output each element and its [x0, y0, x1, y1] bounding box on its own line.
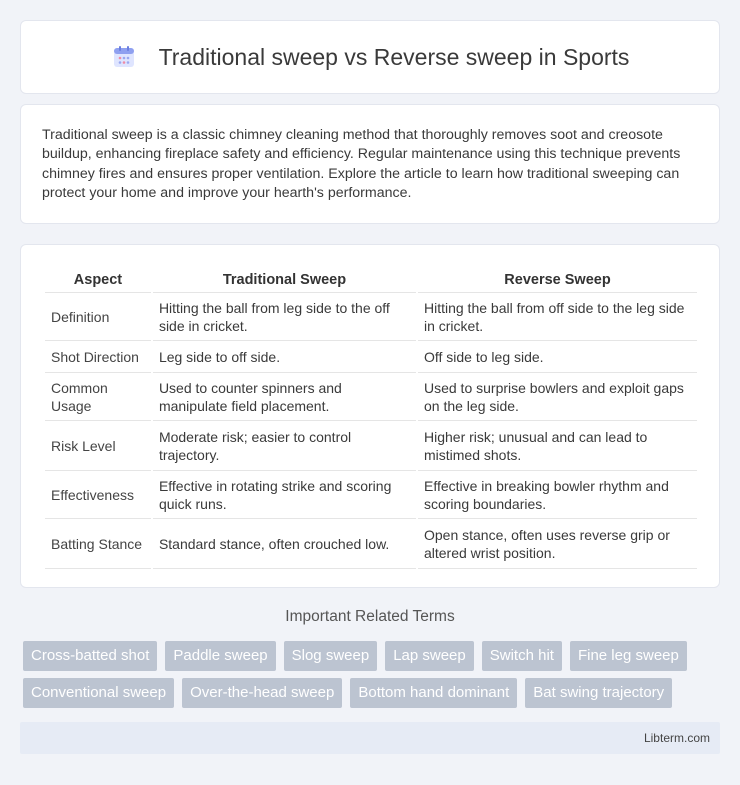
tag-paddle-sweep[interactable]: Paddle sweep	[165, 641, 275, 671]
header-traditional: Traditional Sweep	[153, 263, 416, 293]
row-traditional: Standard stance, often crouched low.	[153, 519, 416, 569]
table-row	[45, 471, 697, 519]
row-aspect: Common Usage	[45, 373, 151, 421]
intro-text: Traditional sweep is a classic chimney cleaning method that thoroughly removes soot and creosote buildup, enhancing fireplace safety and efficiency. Regular maintenance using this technique prevents chimney fires and ensures proper ventilation. Explore the article to learn how traditional sweeping can protect your home and improve your hearth's performance.	[42, 127, 681, 201]
row-traditional: Effective in rotating strike and scoring quick runs.	[153, 471, 416, 519]
table-row	[45, 293, 697, 341]
row-aspect: Batting Stance	[45, 519, 151, 569]
row-traditional: Used to counter spinners and manipulate field placement.	[153, 373, 416, 421]
row-aspect: Effectiveness	[45, 471, 151, 519]
table-header-row	[45, 263, 697, 293]
tag-row	[23, 641, 723, 671]
tag-fine-leg-sweep[interactable]: Fine leg sweep	[570, 641, 687, 671]
related-terms	[23, 641, 723, 715]
tag-bat-swing-trajectory[interactable]: Bat swing trajectory	[525, 678, 672, 708]
title-card	[20, 20, 720, 94]
row-reverse: Higher risk; unusual and can lead to mistimed shots.	[418, 421, 697, 471]
header-aspect: Aspect	[45, 263, 151, 293]
tag-over-the-head-sweep[interactable]: Over-the-head sweep	[182, 678, 342, 708]
row-traditional: Moderate risk; easier to control trajectory.	[153, 421, 416, 471]
row-reverse: Hitting the ball from off side to the leg side in cricket.	[418, 293, 697, 341]
tag-lap-sweep[interactable]: Lap sweep	[385, 641, 474, 671]
table-row	[45, 519, 697, 569]
intro-card	[20, 104, 720, 224]
tag-cross-batted-shot[interactable]: Cross-batted shot	[23, 641, 157, 671]
row-aspect: Definition	[45, 293, 151, 341]
tag-slog-sweep[interactable]: Slog sweep	[284, 641, 378, 671]
row-reverse: Effective in breaking bowler rhythm and scoring boundaries.	[418, 471, 697, 519]
row-aspect: Shot Direction	[45, 341, 151, 373]
footer	[20, 722, 720, 754]
row-traditional: Leg side to off side.	[153, 341, 416, 373]
row-aspect: Risk Level	[45, 421, 151, 471]
row-reverse: Off side to leg side.	[418, 341, 697, 373]
page-title: Traditional sweep vs Reverse sweep in Sports	[158, 43, 630, 70]
row-reverse: Used to surprise bowlers and exploit gaps on the leg side.	[418, 373, 697, 421]
header-reverse: Reverse Sweep	[418, 263, 697, 293]
tag-row	[23, 678, 723, 708]
tag-conventional-sweep[interactable]: Conventional sweep	[23, 678, 174, 708]
table-row	[45, 373, 697, 421]
tag-switch-hit[interactable]: Switch hit	[482, 641, 562, 671]
comparison-table	[43, 263, 699, 569]
row-traditional: Hitting the ball from leg side to the off side in cricket.	[153, 293, 416, 341]
row-reverse: Open stance, often uses reverse grip or altered wrist position.	[418, 519, 697, 569]
table-row	[45, 341, 697, 373]
calendar-icon	[111, 44, 137, 70]
related-terms-title: Important Related Terms	[285, 608, 455, 625]
footer-site-link[interactable]: Libterm.com	[643, 731, 710, 745]
table-row	[45, 421, 697, 471]
tag-bottom-hand-dominant[interactable]: Bottom hand dominant	[350, 678, 517, 708]
comparison-card	[20, 244, 720, 588]
